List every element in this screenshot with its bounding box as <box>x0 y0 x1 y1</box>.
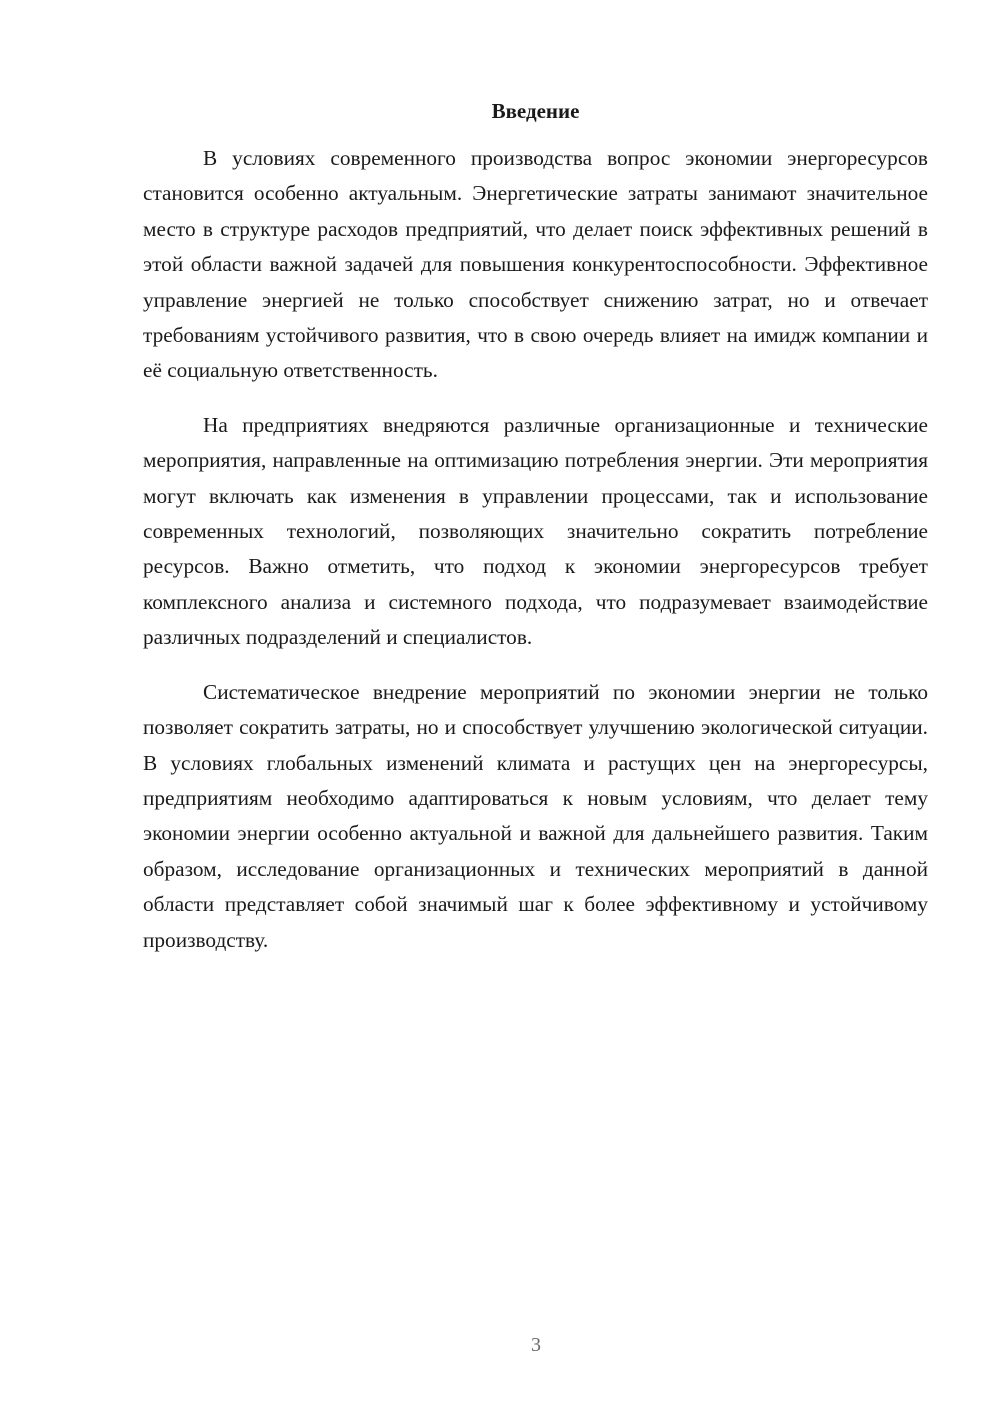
paragraph-2: На предприятиях внедряются различные организационные и технические мероприятия, направленные на оптимизацию потребления энергии. Эти мероприятия могут включать как изменения в управлении процессами, так и использование современных технологий, позволяющих значительно сократить потребление ресурсов. Важно отметить, что подход к экономии энергоресурсов требует комплексного анализа и системного подхода, что подразумевает взаимодействие различных подразделений и специалистов. <box>143 412 928 650</box>
section-title: Введение <box>491 99 580 123</box>
page-number: 3 <box>531 1334 541 1356</box>
paragraph-1: В условиях современного производства вопрос экономии энергоресурсов становится особенно актуальным. Энергетические затраты занимают значительное место в структуре расходов предприятий, что делает поиск эффективных решений в этой области важной задачей для повышения конкурентоспособности. Эффективное управление энергией не только способствует снижению затрат, но и отвечает требованиям устойчивого развития, что в свою очередь влияет на имидж компании и её социальную ответственность. <box>143 146 928 383</box>
paragraph-3: Систематическое внедрение мероприятий по экономии энергии не только позволяет сократить затраты, но и способствует улучшению экологической ситуации. В условиях глобальных изменений климата и растущих цен на энергоресурсы, предприятиям необходимо адаптироваться к новым условиям, что делает тему экономии энергии особенно актуальной и важной для дальнейшего развития. Таким образом, исследование организационных и технических мероприятий в данной области представляет собой значимый шаг к более эффективному и устойчивому производству. <box>143 679 928 952</box>
page-content <box>143 96 928 977</box>
